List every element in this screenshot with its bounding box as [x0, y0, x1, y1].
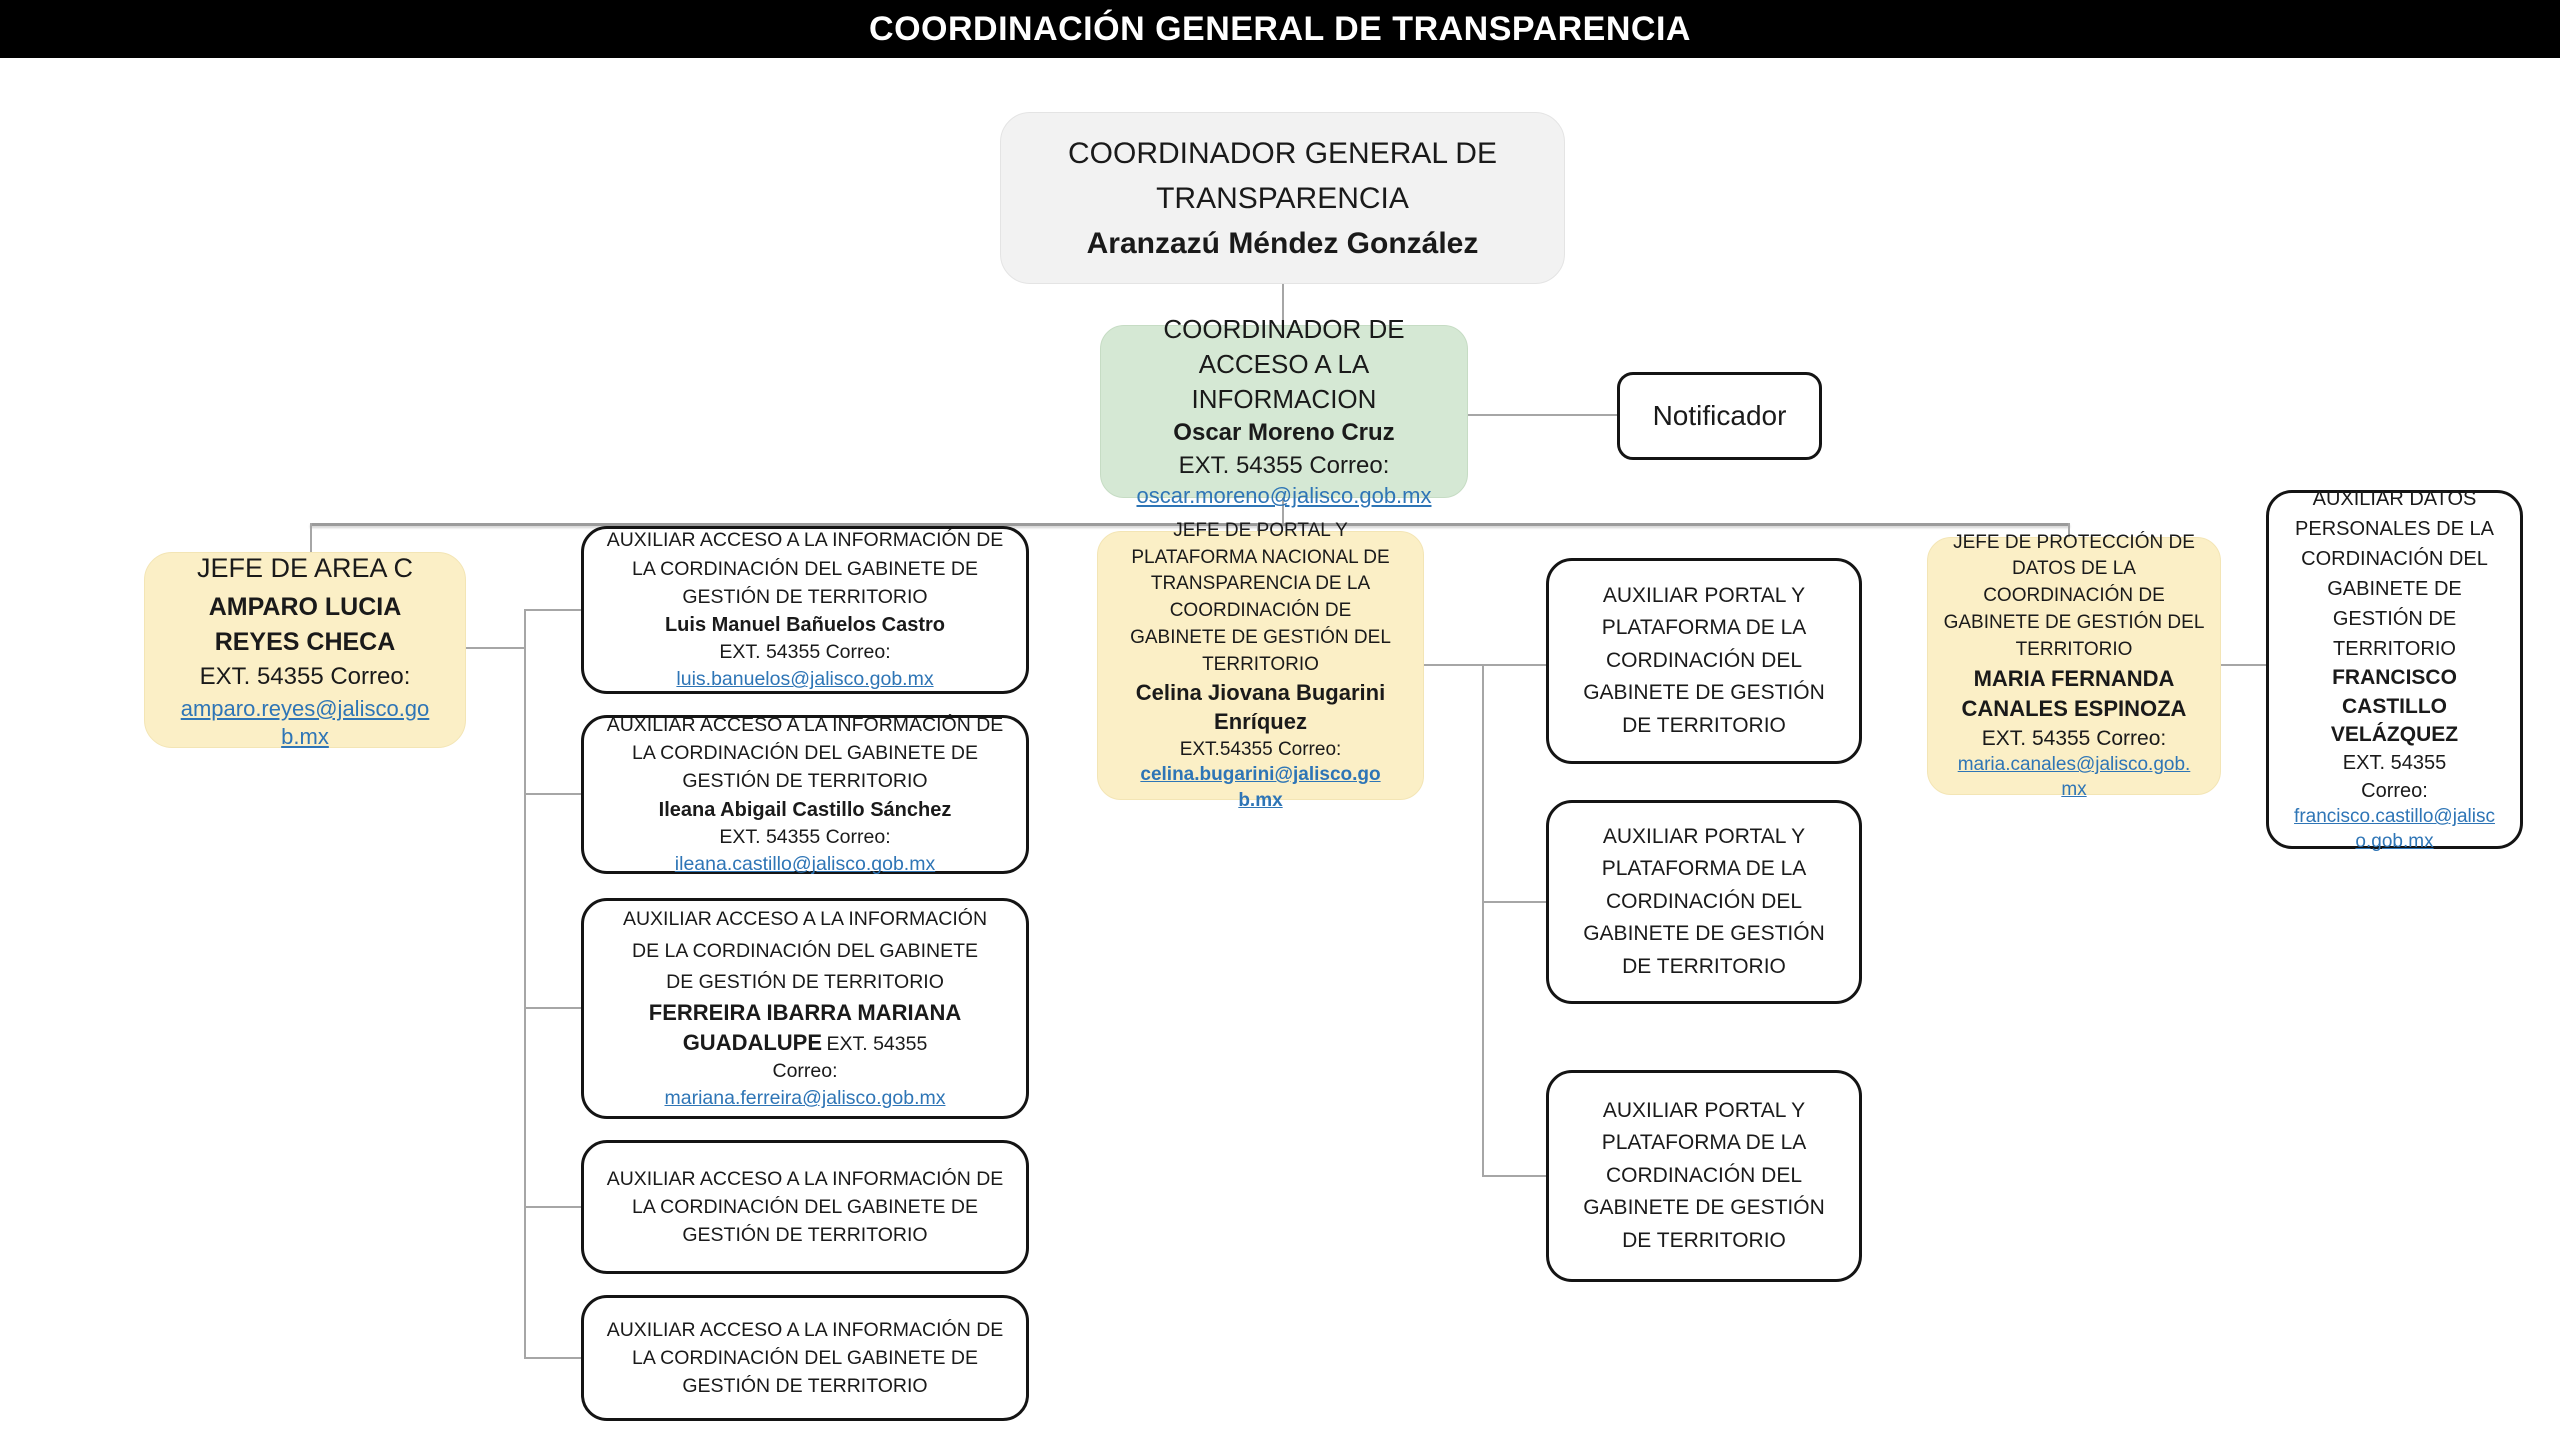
- node-ext: EXT.54355 Correo:: [1179, 738, 1342, 760]
- node-ext: EXT. 54355: [826, 1032, 928, 1055]
- aux-acceso-3-email-link[interactable]: mariana.ferreira@jalisco.gob.mx: [664, 1087, 946, 1110]
- node-name: Aranzazú Méndez González: [1086, 226, 1479, 260]
- aux-datos-email-link[interactable]: francisco.castillo@jalisco.gob.mx: [2294, 806, 2495, 853]
- node-aux-portal-2: [1546, 800, 1862, 1004]
- jefe-proteccion-email-link[interactable]: maria.canales@jalisco.gob.mx: [1957, 754, 2191, 800]
- node-aux-acceso-1: [581, 526, 1029, 694]
- node-aux-portal-1: [1546, 558, 1862, 764]
- node-ext: EXT. 54355: [2342, 752, 2447, 775]
- node-name: Ileana Abigail Castillo Sánchez: [658, 798, 952, 821]
- node-coordinador-acceso: [1100, 314, 1468, 509]
- node-label: Notificador: [1652, 400, 1787, 431]
- connector-stub-portal3: [1482, 1175, 1546, 1177]
- node-title: AUXILIAR ACCESO A LA INFORMACIÓN DE LA CORDINACIÓN DEL GABINETE DE GESTIÓN DE TERRITORIO: [606, 529, 1004, 608]
- connector-stub-aux1: [524, 609, 581, 611]
- node-title: JEFE DE AREA C: [196, 553, 414, 584]
- node-title: AUXILIAR ACCESO A LA INFORMACIÓN DE LA CORDINACIÓN DEL GABINETE DE GESTIÓN DE TERRITORIO: [606, 713, 1004, 793]
- node-title: COORDINADOR GENERAL DE TRANSPARENCIA: [1068, 136, 1497, 215]
- node-title: AUXILIAR DATOS PERSONALES DE LA CORDINACIÓN DEL GABINETE DE GESTIÓN DE TERRITORIO: [2295, 488, 2494, 661]
- node-jefe-proteccion: [1927, 531, 2221, 800]
- connector-stub-aux4: [524, 1206, 581, 1208]
- node-ext: EXT. 54355 Correo:: [1178, 451, 1390, 479]
- aux-acceso-1-email-link[interactable]: luis.banuelos@jalisco.gob.mx: [676, 668, 934, 691]
- page-title: COORDINACIÓN GENERAL DE TRANSPARENCIA: [869, 9, 1691, 48]
- node-title: JEFE DE PROTECCIÓN DE DATOS DE LA COORDINACIÓN DE GABINETE DE GESTIÓN DEL TERRITORIO: [1943, 531, 2205, 661]
- node-aux-acceso-5: [581, 1295, 1029, 1421]
- node-aux-datos: [2266, 488, 2523, 853]
- aux-acceso-2-email-link[interactable]: ileana.castillo@jalisco.gob.mx: [674, 852, 936, 875]
- node-title: AUXILIAR PORTAL Y PLATAFORMA DE LA CORDINACIÓN DEL GABINETE DE GESTIÓN DE TERRITORIO: [1583, 583, 1825, 737]
- node-name: Oscar Moreno Cruz: [1173, 419, 1395, 447]
- node-title: AUXILIAR ACCESO A LA INFORMACIÓN DE LA CORDINACIÓN DEL GABINETE DE GESTIÓN DE TERRITORIO: [606, 1318, 1004, 1398]
- node-aux-acceso-2: [581, 715, 1029, 874]
- node-notificador: [1617, 372, 1822, 460]
- node-correo-label: Correo:: [772, 1059, 838, 1082]
- node-title: AUXILIAR PORTAL Y PLATAFORMA DE LA CORDINACIÓN DEL GABINETE DE GESTIÓN DE TERRITORIO: [1583, 824, 1825, 978]
- connector-left-trunk: [524, 609, 526, 1359]
- node-name: MARIA FERNANDA CANALES ESPINOZA: [1961, 666, 2187, 722]
- connector-stub-area-c: [466, 647, 524, 649]
- jefe-portal-email-link[interactable]: celina.bugarini@jalisco.gob.mx: [1140, 764, 1381, 811]
- node-name-ext: [625, 998, 985, 1058]
- node-title: COORDINADOR DE ACCESO A LA INFORMACION: [1163, 314, 1405, 415]
- connector-stub-aux-datos: [2221, 664, 2266, 666]
- connector-stub-portal2: [1482, 901, 1546, 903]
- node-ext: EXT. 54355 Correo:: [199, 662, 411, 690]
- connector-stub-aux2: [524, 793, 581, 795]
- node-ext: EXT. 54355 Correo:: [719, 641, 891, 664]
- node-title: JEFE DE PORTAL Y PLATAFORMA NACIONAL DE TRANSPARENCIA DE LA COORDINACIÓN DE GABINETE DE GESTIÓN DEL TERRITORIO: [1130, 519, 1391, 676]
- connector-stub-aux3: [524, 1007, 581, 1009]
- node-ext: EXT. 54355 Correo:: [1981, 726, 2167, 750]
- node-aux-acceso-4: [581, 1140, 1029, 1274]
- node-title: AUXILIAR PORTAL Y PLATAFORMA DE LA CORDINACIÓN DEL GABINETE DE GESTIÓN DE TERRITORIO: [1583, 1098, 1825, 1252]
- node-aux-portal-3: [1546, 1070, 1862, 1282]
- node-jefe-portal: [1097, 519, 1424, 811]
- connector-middle-trunk: [1482, 664, 1484, 1177]
- node-name: Celina Jiovana Bugarini Enríquez: [1135, 680, 1386, 734]
- node-ext: EXT. 54355 Correo:: [719, 825, 891, 848]
- node-name: FRANCISCO CASTILLO VELÁZQUEZ: [2330, 666, 2459, 746]
- node-title: AUXILIAR ACCESO A LA INFORMACIÓN DE LA CORDINACIÓN DEL GABINETE DE GESTIÓN DE TERRITORIO: [606, 1167, 1004, 1247]
- coordinador-acceso-email-link[interactable]: oscar.moreno@jalisco.gob.mx: [1136, 483, 1432, 509]
- node-correo-label: Correo:: [2361, 780, 2428, 803]
- jefe-area-c-email-link[interactable]: amparo.reyes@jalisco.gob.mx: [180, 695, 430, 750]
- node-name: AMPARO LUCIA REYES CHECA: [208, 592, 402, 656]
- connector-stub-aux5: [524, 1357, 581, 1359]
- node-jefe-area-c: [144, 552, 466, 748]
- header-bar: [0, 0, 2560, 58]
- node-coordinador-general: [1000, 112, 1565, 284]
- node-aux-acceso-3: [581, 898, 1029, 1119]
- node-name: FERREIRA IBARRA MARIANA GUADALUPE: [648, 1000, 962, 1055]
- connector-stub-portal1: [1424, 664, 1546, 666]
- connector-acceso-to-notificador: [1468, 414, 1617, 416]
- node-title: AUXILIAR ACCESO A LA INFORMACIÓN DE LA CORDINACIÓN DEL GABINETE DE GESTIÓN DE TERRITORIO: [622, 908, 988, 993]
- node-name: Luis Manuel Bañuelos Castro: [664, 614, 946, 637]
